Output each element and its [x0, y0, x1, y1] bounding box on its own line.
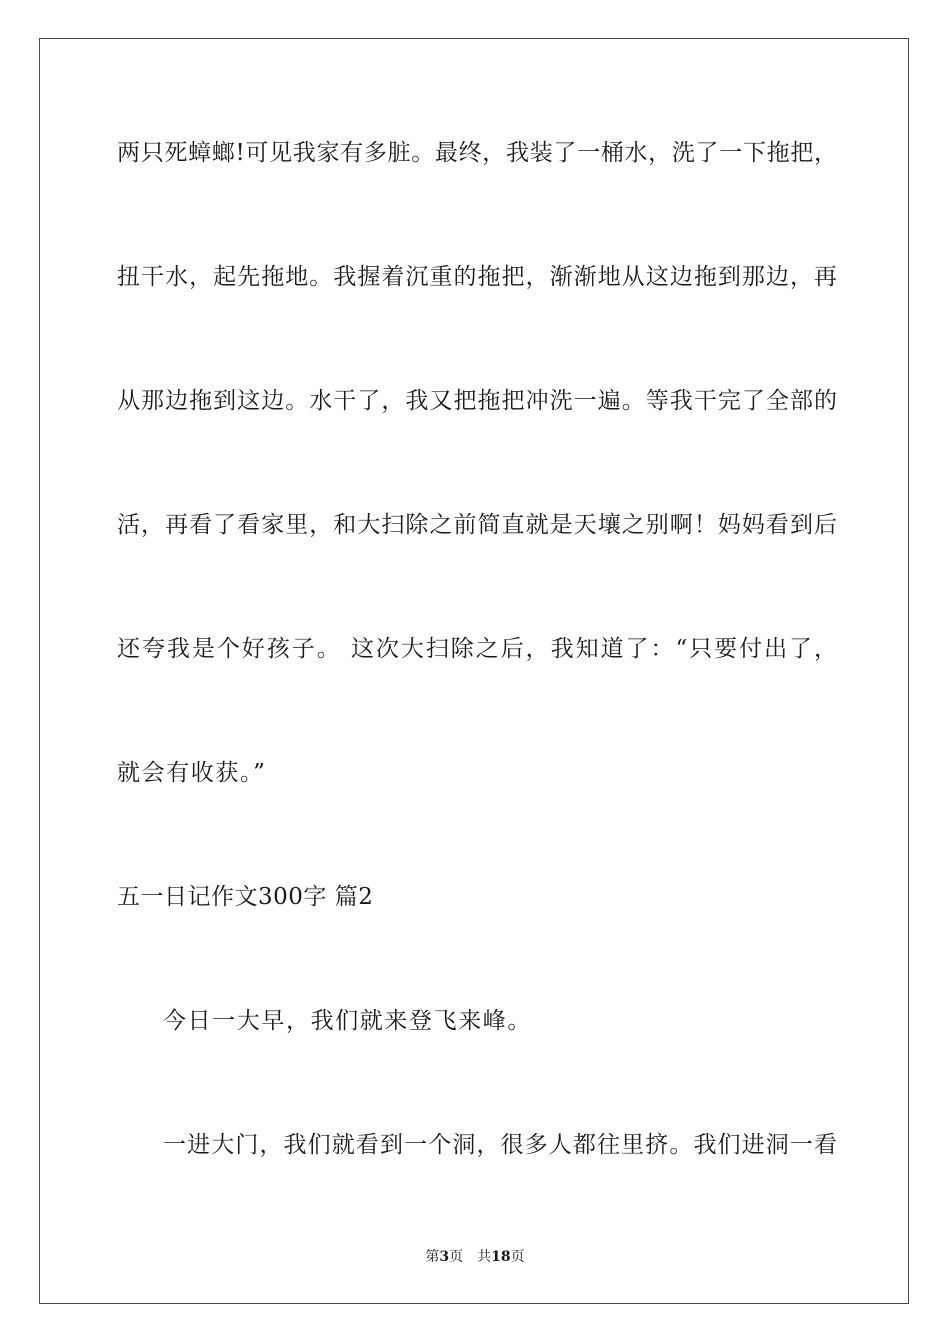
- body-text-line-2: 扭干水，起先拖地。我握着沉重的拖把，渐渐地从这边拖到那边，再: [117, 264, 837, 290]
- body-text-line-5: 还夸我是个好孩子。 这次大扫除之后，我知道了：“只要付出了，: [117, 636, 837, 662]
- total-suffix: 页: [510, 1249, 525, 1265]
- page-suffix: 页: [449, 1249, 464, 1265]
- page-border: [39, 38, 909, 1304]
- body-text-line-1: 两只死蟑螂!可见我家有多脏。最终，我装了一桶水，洗了一下拖把，: [117, 140, 837, 166]
- page-prefix: 第: [425, 1249, 440, 1265]
- paragraph-2: 一进大门，我们就看到一个洞，很多人都往里挤。我们进洞一看: [163, 1132, 837, 1158]
- body-text-line-6: 就会有收获。”: [117, 760, 267, 786]
- page-total: 18: [491, 1249, 511, 1265]
- body-text-line-4: 活，再看了看家里，和大扫除之前简直就是天壤之别啊！妈妈看到后: [117, 512, 837, 538]
- page-current: 3: [439, 1249, 450, 1265]
- page-footer: [0, 1248, 950, 1266]
- section-heading: 五一日记作文300字 篇2: [117, 884, 374, 910]
- body-text-line-3: 从那边拖到这边。水干了，我又把拖把冲洗一遍。等我干完了全部的: [117, 388, 837, 414]
- paragraph-1: 今日一大早，我们就来登飞来峰。: [163, 1008, 532, 1034]
- total-prefix: 共: [477, 1249, 492, 1265]
